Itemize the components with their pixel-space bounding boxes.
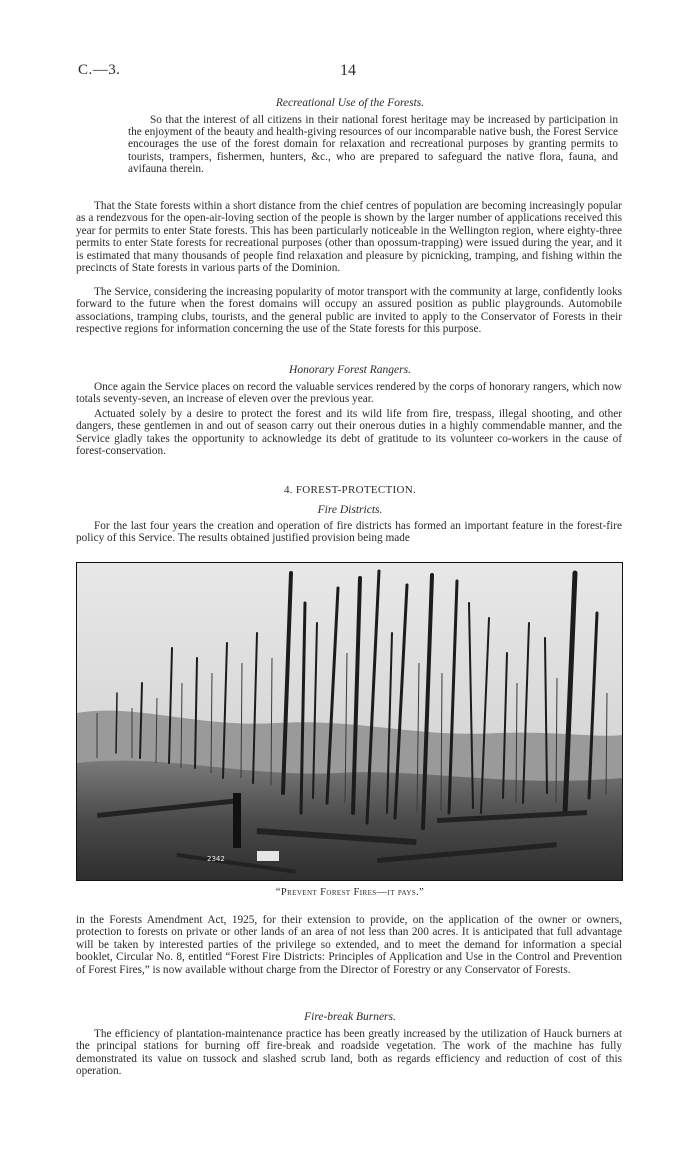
marker-board [257,851,279,861]
rangers-paragraph-2: Actuated solely by a desire to protect the forest and its wild life from fire, trespass, illegal shooting, and other dangers, these gentlemen in and out of season carry out their onerous duties in a highly commendable manner, and the Service gladly takes the opportunity to acknowledge its debt of gratitude to its volunteer co-workers in the cause of forest-conservation. [76,408,622,458]
photo-illustration [77,563,622,880]
negative-number: 2342 [207,855,225,863]
rangers-paragraph-1: Once again the Service places on record the valuable services rendered by the corps of honorary rangers, which now totals seventy-seven, an increase of eleven over the previous year. [76,381,622,406]
heading-fire-break-burners: Fire-break Burners. [304,1011,396,1023]
charred-stump [233,793,241,848]
burnt-forest-photograph [76,562,623,881]
recreational-quote: So that the interest of all citizens in their national forest heritage may be increased by participation in the enjoyment of the beauty and health-giving resources of our incomparable native bush, the Forest Service encourages the use of the forest domain for relaxation and recreational purposes by granting permits to tourists, trampers, fishermen, hunters, &c., who are prepared to safeguard the native flora, fauna, and avifauna therein. [128,114,619,175]
recreational-paragraph-1: That the State forests within a short distance from the chief centres of population are becoming increasingly popular as a rendezvous for the open-air-loving section of the people is shown by the larger number of applications received this year for permits to enter State forests. This has been particularly noticeable in the Wellington region, where eighty-three permits to enter State forests for recreational purposes (other than opossum-trapping) were issued during the year, and it is estimated that many thousands of people find relaxation and pleasure by picnicking, tramping, and fishing within the precincts of State forests in various parts of the Dominion. [76,200,622,275]
heading-forest-protection: 4. FOREST-PROTECTION. [283,484,417,496]
fire-districts-paragraph-continued: in the Forests Amendment Act, 1925, for their extension to provide, on the application of the owner or owners, protection to forests on private or other lands of an area of not less than 200 acres. It is anticipated that full advantage will be taken by interested parties of the privilege so extended, and to meet the demand for information a special booklet, Circular No. 8, entitled “Forest Fire Districts: Principles of Application and Use in the Control and Prevention of Forest Fires,” is now available without charge from the Director of Forestry or any Conservator of Forests. [76,914,622,976]
heading-fire-districts: Fire Districts. [317,504,383,516]
heading-honorary-rangers: Honorary Forest Rangers. [289,364,411,376]
fire-districts-paragraph: For the last four years the creation and operation of fire districts has formed an important feature in the forest-fire policy of this Service. The results obtained justified provision being made [76,520,622,545]
fire-break-paragraph: The efficiency of plantation-maintenance practice has been greatly increased by the utilization of Hauck burners at the principal stations for burning off fire-break and roadside vegetation. The work of the machine has fully demonstrated its value on tussock and slashed scrub land, both as regards efficiency and reduction of cost of this operation. [76,1028,622,1078]
page-number: 14 [340,62,356,79]
recreational-paragraph-2: The Service, considering the increasing popularity of motor transport with the community at large, confidently looks forward to the future when the forest domains will occupy an assured position as public playgrounds. Automobile associations, tramping clubs, tourists, and the general public are invited to apply to the Conservator of Forests in their respective regions for information concerning the use of the State forests for this purpose. [76,286,622,336]
heading-recreational-use: Recreational Use of the Forests. [275,97,425,109]
photo-caption: “Prevent Forest Fires—it pays.” [275,887,425,898]
report-series-label: C.—3. [78,62,121,78]
